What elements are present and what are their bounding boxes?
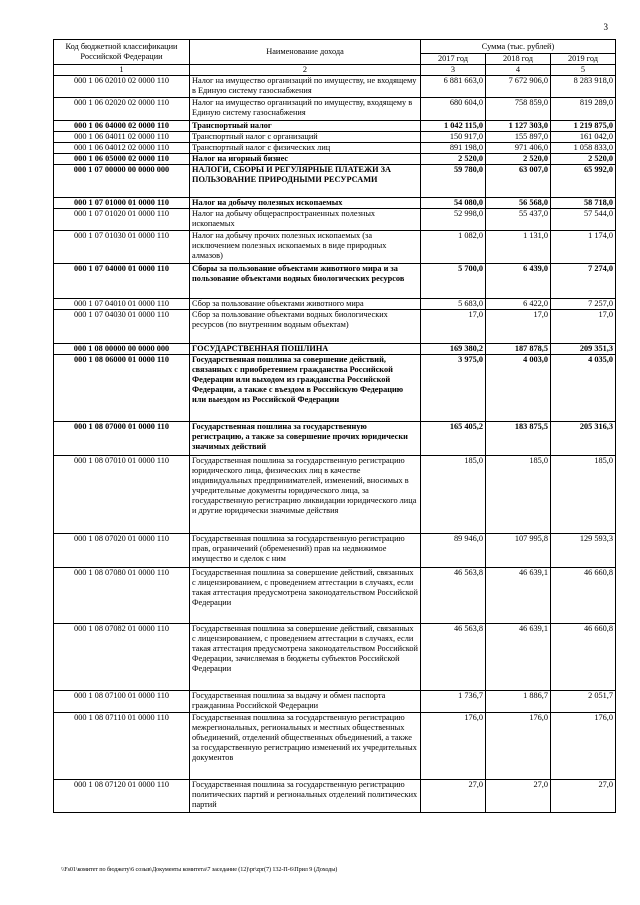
table-row: [54, 568, 616, 624]
row-value-2018: 107 995,8: [486, 534, 551, 568]
row-value-2017: 169 380,2: [421, 344, 486, 355]
row-name: Государственная пошлина за совершение действий, связанных с лицензированием, с проведением аттестации в случаях, если такая аттестация предусмотрена законодательством Российской Федерации, зачисляемая в бюджеты субъектов Российской Федерации: [190, 624, 421, 691]
table-row: [54, 231, 616, 264]
header-name: Наименование дохода: [190, 40, 421, 65]
row-value-2019: 205 316,3: [551, 422, 616, 456]
table-row: [54, 98, 616, 121]
row-value-2019: 161 042,0: [551, 132, 616, 143]
header-year-2019: 2019 год: [551, 54, 616, 65]
row-code: 000 1 08 07082 01 0000 110: [54, 624, 190, 691]
row-value-2017: 5 700,0: [421, 264, 486, 299]
column-index: 1: [54, 65, 190, 76]
column-index: 4: [486, 65, 551, 76]
row-code: 000 1 06 04000 02 0000 110: [54, 121, 190, 132]
table-row: [54, 76, 616, 98]
row-value-2017: 176,0: [421, 713, 486, 780]
row-value-2019: 46 660,8: [551, 568, 616, 624]
row-code: 000 1 07 00000 00 0000 000: [54, 165, 190, 198]
row-name: Сборы за пользование объектами животного мира и за пользование объектами водных биологических ресурсов: [190, 264, 421, 299]
row-value-2018: 1 127 303,0: [486, 121, 551, 132]
row-value-2019: 176,0: [551, 713, 616, 780]
row-value-2017: 165 405,2: [421, 422, 486, 456]
row-value-2018: 46 639,1: [486, 624, 551, 691]
row-value-2019: 1 219 875,0: [551, 121, 616, 132]
row-value-2017: 150 917,0: [421, 132, 486, 143]
row-value-2019: 7 274,0: [551, 264, 616, 299]
table-row: [54, 209, 616, 231]
table-row: [54, 121, 616, 132]
row-name: Налог на добычу полезных ископаемых: [190, 198, 421, 209]
header-year-2018: 2018 год: [486, 54, 551, 65]
table-row: [54, 780, 616, 813]
row-value-2019: 819 289,0: [551, 98, 616, 121]
row-value-2017: 46 563,8: [421, 624, 486, 691]
table-body: [54, 76, 616, 813]
row-name: Государственная пошлина за государственную регистрацию прав, ограничений (обременений) прав на недвижимое имущество и сделок с ним: [190, 534, 421, 568]
row-code: 000 1 08 07020 01 0000 110: [54, 534, 190, 568]
row-value-2019: 129 593,3: [551, 534, 616, 568]
row-value-2017: 6 881 663,0: [421, 76, 486, 98]
column-index: 3: [421, 65, 486, 76]
row-value-2017: 3 975,0: [421, 355, 486, 422]
table-row: [54, 422, 616, 456]
row-name: Налог на имущество организаций по имуществу, не входящему в Единую систему газоснабжения: [190, 76, 421, 98]
row-value-2017: 2 520,0: [421, 154, 486, 165]
table-row: [54, 691, 616, 713]
table-row: [54, 310, 616, 344]
row-code: 000 1 08 07010 01 0000 110: [54, 456, 190, 534]
row-name: НАЛОГИ, СБОРЫ И РЕГУЛЯРНЫЕ ПЛАТЕЖИ ЗА ПОЛЬЗОВАНИЕ ПРИРОДНЫМИ РЕСУРСАМИ: [190, 165, 421, 198]
row-value-2018: 1 886,7: [486, 691, 551, 713]
row-value-2018: 46 639,1: [486, 568, 551, 624]
table-row: [54, 132, 616, 143]
table-row: [54, 198, 616, 209]
row-value-2019: 209 351,3: [551, 344, 616, 355]
row-code: 000 1 08 07000 01 0000 110: [54, 422, 190, 456]
row-code: 000 1 06 02010 02 0000 110: [54, 76, 190, 98]
row-value-2019: 2 520,0: [551, 154, 616, 165]
row-name: Сбор за пользование объектами водных биологических ресурсов (по внутренним водным объектам): [190, 310, 421, 344]
row-value-2017: 1 082,0: [421, 231, 486, 264]
row-value-2018: 6 439,0: [486, 264, 551, 299]
row-value-2019: 185,0: [551, 456, 616, 534]
page-number: 3: [603, 22, 608, 32]
row-value-2018: 4 003,0: [486, 355, 551, 422]
table-row: [54, 154, 616, 165]
row-name: Транспортный налог с организаций: [190, 132, 421, 143]
row-code: 000 1 06 04012 02 0000 110: [54, 143, 190, 154]
row-value-2017: 54 080,0: [421, 198, 486, 209]
header-code: Код бюджетной классификации Российской Федерации: [54, 40, 190, 65]
row-value-2017: 5 683,0: [421, 299, 486, 310]
row-code: 000 1 07 01020 01 0000 110: [54, 209, 190, 231]
header-year-2017: 2017 год: [421, 54, 486, 65]
row-value-2018: 6 422,0: [486, 299, 551, 310]
row-value-2018: 55 437,0: [486, 209, 551, 231]
row-name: Государственная пошлина за совершение действий, связанных с лицензированием, с проведением аттестации в случаях, если такая аттестация предусмотрена законодательством Российской Федерации: [190, 568, 421, 624]
row-value-2017: 1 736,7: [421, 691, 486, 713]
row-value-2019: 46 660,8: [551, 624, 616, 691]
row-name: Налог на имущество организаций по имуществу, входящему в Единую систему газоснабжения: [190, 98, 421, 121]
table-row: [54, 534, 616, 568]
table-row: [54, 165, 616, 198]
row-name: Государственная пошлина за государственную регистрацию межрегиональных, региональных и местных общественных объединений, отделений общественных объединений, а также за государственную регистрацию изменений их учредительных документов: [190, 713, 421, 780]
row-code: 000 1 08 06000 01 0000 110: [54, 355, 190, 422]
table-row: [54, 713, 616, 780]
row-value-2018: 7 672 906,0: [486, 76, 551, 98]
row-name: Государственная пошлина за государственную регистрацию политических партий и региональных отделений политических партий: [190, 780, 421, 813]
row-value-2018: 183 875,5: [486, 422, 551, 456]
row-value-2018: 971 406,0: [486, 143, 551, 154]
row-code: 000 1 07 04010 01 0000 110: [54, 299, 190, 310]
row-code: 000 1 08 07110 01 0000 110: [54, 713, 190, 780]
column-index: 2: [190, 65, 421, 76]
row-code: 000 1 07 01000 01 0000 110: [54, 198, 190, 209]
row-value-2018: 187 878,5: [486, 344, 551, 355]
table-row: [54, 143, 616, 154]
row-name: Транспортный налог с физических лиц: [190, 143, 421, 154]
row-name: Сбор за пользование объектами животного мира: [190, 299, 421, 310]
row-value-2017: 185,0: [421, 456, 486, 534]
row-name: Государственная пошлина за совершение действий, связанных с приобретением гражданства Российской Федерации или выходом из гражданства Российской Федерации, а также с въездом в Российскую Федерацию или выездом из Российской Федерации: [190, 355, 421, 422]
row-code: 000 1 08 07100 01 0000 110: [54, 691, 190, 713]
row-value-2017: 680 604,0: [421, 98, 486, 121]
row-value-2019: 8 283 918,0: [551, 76, 616, 98]
row-code: 000 1 07 04000 01 0000 110: [54, 264, 190, 299]
column-index: 5: [551, 65, 616, 76]
header-sum: Сумма (тыс. рублей): [421, 40, 616, 54]
row-value-2018: 758 859,0: [486, 98, 551, 121]
row-value-2018: 27,0: [486, 780, 551, 813]
row-value-2017: 89 946,0: [421, 534, 486, 568]
row-value-2017: 27,0: [421, 780, 486, 813]
table-row: [54, 355, 616, 422]
row-value-2018: 1 131,0: [486, 231, 551, 264]
row-name: Государственная пошлина за государственную регистрацию, а также за совершение прочих юридически значимых действий: [190, 422, 421, 456]
row-name: Налог на добычу прочих полезных ископаемых (за исключением полезных ископаемых в виде природных алмазов): [190, 231, 421, 264]
row-value-2017: 52 998,0: [421, 209, 486, 231]
row-name: Государственная пошлина за выдачу и обмен паспорта гражданина Российской Федерации: [190, 691, 421, 713]
revenue-table: [53, 39, 616, 813]
row-value-2019: 1 174,0: [551, 231, 616, 264]
row-value-2017: 1 042 115,0: [421, 121, 486, 132]
row-value-2019: 27,0: [551, 780, 616, 813]
row-value-2018: 2 520,0: [486, 154, 551, 165]
row-code: 000 1 07 01030 01 0000 110: [54, 231, 190, 264]
row-value-2019: 4 035,0: [551, 355, 616, 422]
row-value-2019: 57 544,0: [551, 209, 616, 231]
row-code: 000 1 06 02020 02 0000 110: [54, 98, 190, 121]
row-value-2019: 17,0: [551, 310, 616, 344]
row-value-2019: 2 051,7: [551, 691, 616, 713]
row-value-2019: 58 718,0: [551, 198, 616, 209]
row-value-2018: 155 897,0: [486, 132, 551, 143]
row-name: Налог на добычу общераспространенных полезных ископаемых: [190, 209, 421, 231]
row-value-2019: 1 058 833,0: [551, 143, 616, 154]
row-value-2018: 176,0: [486, 713, 551, 780]
row-code: 000 1 06 05000 02 0000 110: [54, 154, 190, 165]
row-code: 000 1 08 07120 01 0000 110: [54, 780, 190, 813]
row-value-2018: 63 007,0: [486, 165, 551, 198]
row-code: 000 1 06 04011 02 0000 110: [54, 132, 190, 143]
row-name: Транспортный налог: [190, 121, 421, 132]
row-name: Налог на игорный бизнес: [190, 154, 421, 165]
table-row: [54, 344, 616, 355]
row-name: Государственная пошлина за государственную регистрацию юридического лица, физических лиц в качестве индивидуальных предпринимателей, изменений, вносимых в учредительные документы юридического лица, за государственную регистрацию ликвидации юридического лица и другие юридически значимые действия: [190, 456, 421, 534]
row-value-2017: 17,0: [421, 310, 486, 344]
row-value-2017: 46 563,8: [421, 568, 486, 624]
table-row: [54, 624, 616, 691]
row-value-2019: 7 257,0: [551, 299, 616, 310]
row-value-2019: 65 992,0: [551, 165, 616, 198]
row-value-2018: 185,0: [486, 456, 551, 534]
row-code: 000 1 08 00000 00 0000 000: [54, 344, 190, 355]
row-value-2017: 891 198,0: [421, 143, 486, 154]
row-value-2017: 59 780,0: [421, 165, 486, 198]
row-code: 000 1 08 07080 01 0000 110: [54, 568, 190, 624]
table-row: [54, 264, 616, 299]
row-value-2018: 17,0: [486, 310, 551, 344]
footer-file-path: \\Fs01\комитет по бюджету\6 созыв\Документы комитета\7 заседание (12)\pr\zpr(7) 132-П-6\Прил 9 (Доходы): [61, 866, 338, 873]
row-code: 000 1 07 04030 01 0000 110: [54, 310, 190, 344]
row-value-2018: 56 568,0: [486, 198, 551, 209]
table-row: [54, 299, 616, 310]
row-name: ГОСУДАРСТВЕННАЯ ПОШЛИНА: [190, 344, 421, 355]
table-row: [54, 456, 616, 534]
